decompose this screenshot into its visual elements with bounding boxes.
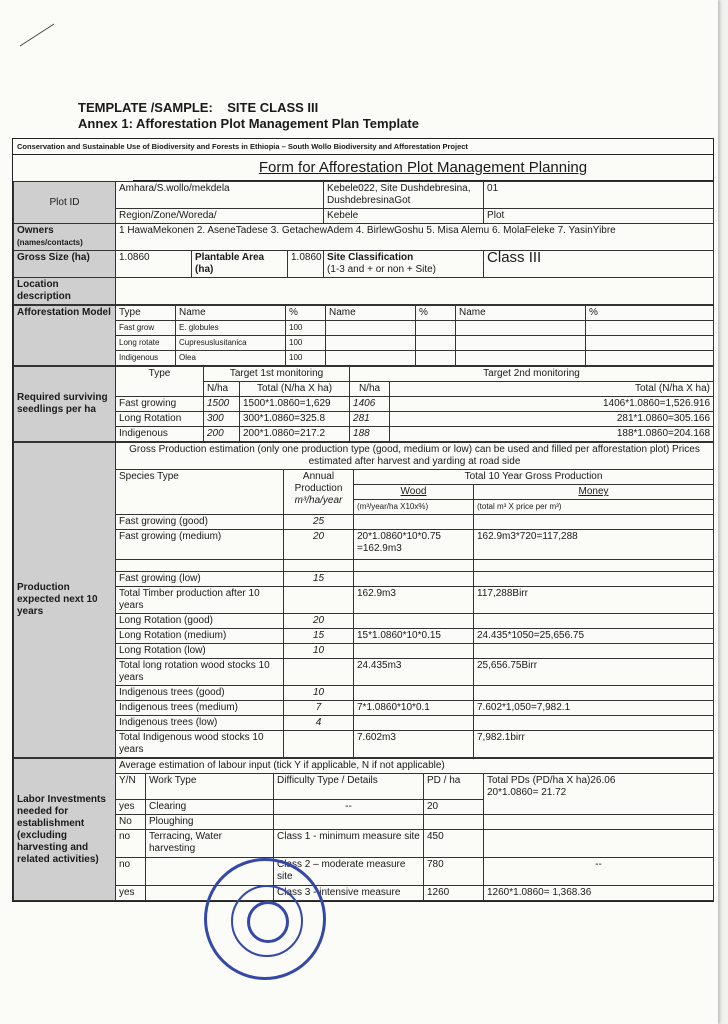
model-h-name: Name (176, 306, 286, 321)
model-table (13, 305, 714, 366)
production-wood (354, 515, 474, 530)
production-wood: 20*1.0860*10*0.75 =162.9m3 (354, 530, 474, 560)
owners-value: 1 HawaMekonen 2. AseneTadese 3. GetachewAdem 4. BirlewGoshu 5. Misa Alemu 6. MolaFeleke 7. YasinYibre (116, 224, 714, 251)
production-h-money-unit: (total m³ X price per m³) (474, 500, 714, 515)
location-label: Location description (14, 278, 116, 305)
site-class-label: Site Classification (1-3 and + or non + Site) (324, 251, 484, 278)
production-species: Indigenous trees (good) (116, 686, 284, 701)
seedlings-h-nha: N/ha (204, 382, 240, 397)
production-species: Fast growing (good) (116, 515, 284, 530)
production-money (474, 515, 714, 530)
production-annual (284, 659, 354, 686)
seedlings-n1: 1500 (204, 397, 240, 412)
labor-h-total: Total PDs (PD/ha X ha)26.06 20*1.0860= 21.72 (484, 774, 714, 815)
annex-title: Annex 1: Afforestation Plot Management Plan Template (78, 116, 419, 131)
seedlings-t1: 200*1.0860=217.2 (240, 427, 350, 442)
labor-h-diff: Difficulty Type / Details (274, 774, 424, 800)
labor-h-pd: PD / ha (424, 774, 484, 800)
seedlings-h-nha2: N/ha (350, 382, 390, 397)
labor-pd (424, 815, 484, 830)
model-pct: 100 (286, 336, 326, 351)
production-h-wood: Wood (354, 485, 474, 500)
model-h-type: Type (116, 306, 176, 321)
seedlings-t2: 188*1.0860=204.168 (390, 427, 714, 442)
production-annual: 10 (284, 644, 354, 659)
labor-yn: no (116, 858, 146, 886)
labor-label: Labor Investments needed for establishment (excluding harvesting and related activities) (14, 759, 116, 901)
production-wood: 7*1.0860*10*0.1 (354, 701, 474, 716)
production-money: 24.435*1050=25,656.75 (474, 629, 714, 644)
kebele-label: Kebele (324, 209, 484, 224)
labor-work: Terracing, Water harvesting (146, 830, 274, 858)
labor-diff (274, 815, 424, 830)
model-pct: 100 (286, 321, 326, 336)
model-h-pct3: % (586, 306, 714, 321)
production-annual: 20 (284, 530, 354, 560)
production-money (474, 614, 714, 629)
model-name: Olea (176, 351, 286, 366)
plot-info-table (13, 181, 714, 305)
labor-diff: Class 2 – moderate measure site (274, 858, 424, 886)
production-h-annual: Annual Production m³/ha/year (284, 470, 354, 515)
production-species: Long Rotation (medium) (116, 629, 284, 644)
labor-pd: 780 (424, 858, 484, 886)
labor-yn: No (116, 815, 146, 830)
model-h-name2: Name (326, 306, 416, 321)
production-annual: 20 (284, 614, 354, 629)
model-h-pct: % (286, 306, 326, 321)
seedlings-n2: 281 (350, 412, 390, 427)
plantable-value: 1.0860 (288, 251, 324, 278)
production-money (474, 572, 714, 587)
plot-label: Plot (484, 209, 714, 224)
production-species: Fast growing (low) (116, 572, 284, 587)
seedlings-t1: 1500*1.0860=1,629 (240, 397, 350, 412)
production-annual: 10 (284, 686, 354, 701)
production-money: 162.9m3*720=117,288 (474, 530, 714, 560)
seedlings-n2: 1406 (350, 397, 390, 412)
labor-h-work: Work Type (146, 774, 274, 800)
plot-id-label: Plot ID (14, 182, 116, 224)
gross-size-label: Gross Size (ha) (14, 251, 116, 278)
labor-pd: 1260 (424, 886, 484, 901)
production-annual: 4 (284, 716, 354, 731)
form-table (12, 138, 714, 902)
production-species: Fast growing (medium) (116, 530, 284, 560)
production-annual: 15 (284, 629, 354, 644)
production-wood: 7.602m3 (354, 731, 474, 758)
production-annual: 25 (284, 515, 354, 530)
template-title: TEMPLATE /SAMPLE: SITE CLASS III (78, 100, 319, 115)
seedlings-type: Fast growing (116, 397, 204, 412)
production-annual: 7 (284, 701, 354, 716)
labor-diff: Class 1 - minimum measure site (274, 830, 424, 858)
production-money: 117,288Birr (474, 587, 714, 614)
owners-label: Owners (names/contacts) (14, 224, 116, 251)
labor-note: Average estimation of labour input (tick Y if applicable, N if not applicable) (116, 759, 714, 774)
production-money: 7,982.1birr (474, 731, 714, 758)
production-label: Production expected next 10 years (14, 443, 116, 758)
seedlings-t2: 281*1.0860=305.166 (390, 412, 714, 427)
gross-size-value: 1.0860 (116, 251, 192, 278)
production-money (474, 644, 714, 659)
labor-pd: 450 (424, 830, 484, 858)
labor-table (13, 758, 714, 901)
production-money: 7.602*1,050=7,982.1 (474, 701, 714, 716)
labor-total (484, 830, 714, 858)
production-wood (354, 572, 474, 587)
production-money (474, 716, 714, 731)
labor-diff: -- (274, 800, 424, 815)
labor-work: Ploughing (146, 815, 274, 830)
production-wood: 15*1.0860*10*0.15 (354, 629, 474, 644)
production-annual (284, 587, 354, 614)
production-annual (284, 731, 354, 758)
model-type: Fast grow (116, 321, 176, 336)
model-h-name3: Name (456, 306, 586, 321)
seedlings-t2: 1406*1.0860=1,526.916 (390, 397, 714, 412)
production-wood (354, 716, 474, 731)
seedlings-n2: 188 (350, 427, 390, 442)
production-wood: 162.9m3 (354, 587, 474, 614)
production-h-species: Species Type (116, 470, 284, 515)
kebele-value: Kebele022, Site Dushdebresina, DushdebresinaGot (324, 182, 484, 209)
production-species: Long Rotation (low) (116, 644, 284, 659)
labor-yn: yes (116, 800, 146, 815)
labor-yn: no (116, 830, 146, 858)
model-type: Indigenous (116, 351, 176, 366)
labor-total: -- (484, 858, 714, 886)
stamp-center (247, 901, 289, 943)
pen-mark (18, 20, 58, 50)
model-name: E. globules (176, 321, 286, 336)
model-type: Long rotate (116, 336, 176, 351)
production-table (13, 442, 714, 758)
model-name: Cupresuslusitanica (176, 336, 286, 351)
production-species: Total long rotation wood stocks 10 years (116, 659, 284, 686)
seedlings-type: Long Rotation (116, 412, 204, 427)
seedlings-h-type: Type (116, 367, 204, 397)
production-h-total10: Total 10 Year Gross Production (354, 470, 714, 485)
production-species: Long Rotation (good) (116, 614, 284, 629)
labor-work: Clearing (146, 800, 274, 815)
model-h-pct2: % (416, 306, 456, 321)
production-note: Gross Production estimation (only one production type (good, medium or low) can be used and filled per afforestation plot) Prices estimated after harvest and yarding at road side (116, 443, 714, 470)
production-species: Indigenous trees (medium) (116, 701, 284, 716)
plantable-label: Plantable Area (ha) (192, 251, 288, 278)
site-class-value: Class III (484, 251, 714, 278)
labor-total (484, 815, 714, 830)
labor-diff: Class 3 - intensive measure (274, 886, 424, 901)
production-annual: 15 (284, 572, 354, 587)
production-wood (354, 644, 474, 659)
production-h-wood-unit: (m³/year/ha X10x%) (354, 500, 474, 515)
production-wood: 24.435m3 (354, 659, 474, 686)
production-money (474, 686, 714, 701)
seedlings-type: Indigenous (116, 427, 204, 442)
form-title: Form for Afforestation Plot Management Planning (133, 155, 713, 181)
model-label: Afforestation Model (14, 306, 116, 366)
seedlings-label: Required surviving seedlings per ha (14, 367, 116, 442)
region-value: Amhara/S.wollo/mekdela (116, 182, 324, 209)
production-money: 25,656.75Birr (474, 659, 714, 686)
region-label: Region/Zone/Woreda/ (116, 209, 324, 224)
labor-pd: 20 (424, 800, 484, 815)
plot-value: 01 (484, 182, 714, 209)
seedlings-n1: 200 (204, 427, 240, 442)
production-wood (354, 614, 474, 629)
production-species: Total Indigenous wood stocks 10 years (116, 731, 284, 758)
labor-yn: yes (116, 886, 146, 901)
official-stamp (204, 858, 326, 980)
labor-h-yn: Y/N (116, 774, 146, 800)
production-species: Indigenous trees (low) (116, 716, 284, 731)
model-pct: 100 (286, 351, 326, 366)
production-h-money: Money (474, 485, 714, 500)
seedlings-table (13, 366, 714, 442)
labor-total: 1260*1.0860= 1,368.36 (484, 886, 714, 901)
seedlings-h-total: Total (N/ha X ha) (240, 382, 350, 397)
seedlings-h-total2: Total (N/ha X ha) (390, 382, 714, 397)
seedlings-h-target1: Target 1st monitoring (204, 367, 350, 382)
production-wood (354, 686, 474, 701)
seedlings-t1: 300*1.0860=325.8 (240, 412, 350, 427)
project-banner: Conservation and Sustainable Use of Biodiversity and Forests in Ethiopia – South Wollo Biodiversity and Afforestation Project (13, 139, 713, 155)
location-value (116, 278, 714, 305)
seedlings-n1: 300 (204, 412, 240, 427)
production-species: Total Timber production after 10 years (116, 587, 284, 614)
seedlings-h-target2: Target 2nd monitoring (350, 367, 714, 382)
